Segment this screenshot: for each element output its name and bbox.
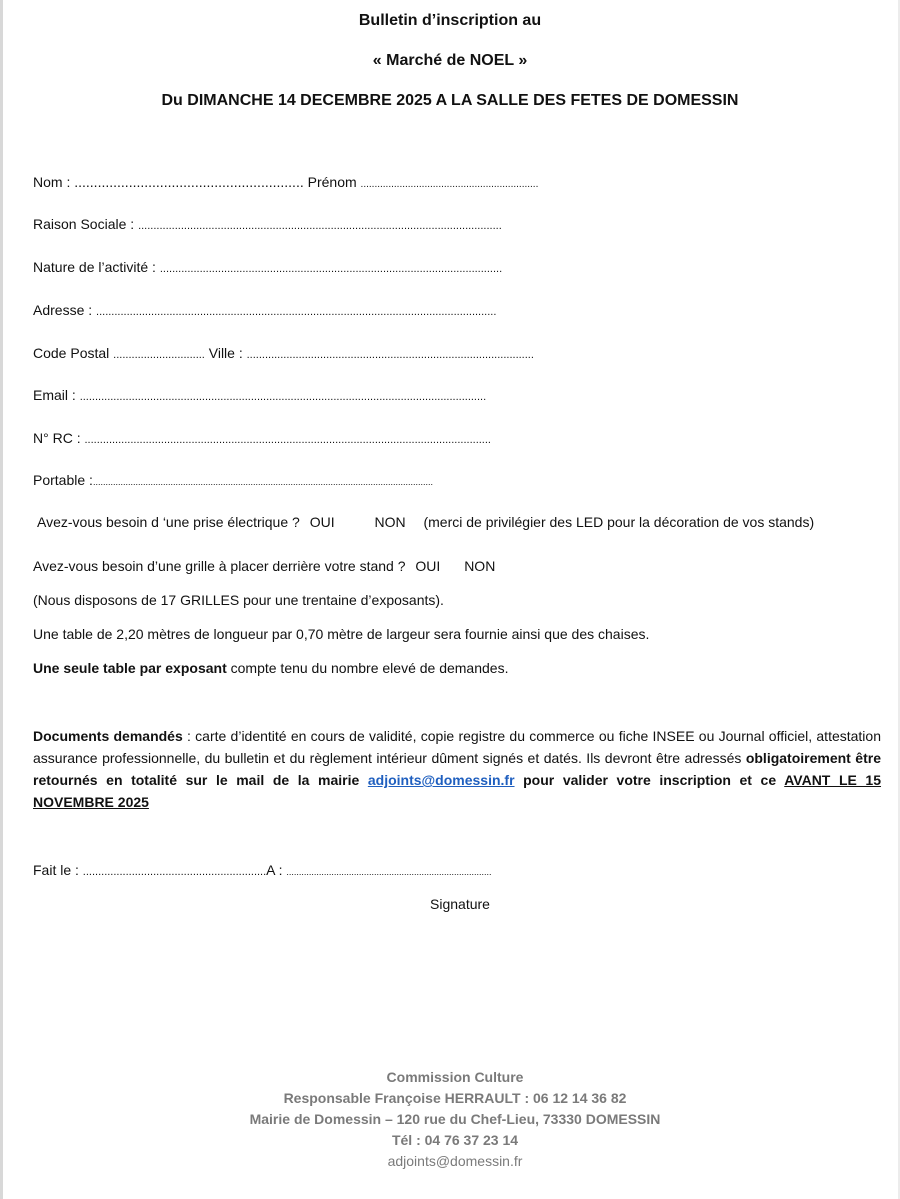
prise-non[interactable]: NON	[374, 514, 406, 530]
field-nature-activite[interactable]	[33, 259, 502, 275]
grilles-info: (Nous disposons de 17 GRILLES pour une trentaine d’exposants).	[33, 592, 444, 608]
documents-bold-1: obligatoirement être retournés en totalité sur le mail de la mairie	[33, 750, 881, 788]
nature-label: Nature de l’activité :	[33, 259, 156, 275]
field-numero-rc[interactable]	[33, 430, 491, 446]
email-label: Email :	[33, 387, 76, 403]
field-portable[interactable]	[33, 472, 433, 488]
prenom-dots: ................................................................	[360, 179, 539, 190]
footer-phone: Tél : 04 76 37 23 14	[391, 1132, 519, 1148]
ville-label: Ville :	[208, 345, 243, 361]
cp-dots: ..............................	[113, 349, 205, 361]
field-fait-le[interactable]	[33, 862, 491, 878]
footer-responsable: Responsable Françoise HERRAULT : 06 12 14 36 82	[283, 1090, 627, 1106]
rc-label: N° RC :	[33, 430, 81, 446]
grille-non[interactable]: NON	[464, 558, 496, 574]
deadline: AVANT LE 15 NOVEMBRE 2025	[33, 772, 882, 810]
adresse-dots: ...................................................................................................................................	[96, 306, 497, 318]
portable-dots: ........................................................................................................................................	[92, 477, 434, 487]
title-line-1: Bulletin d’inscription au	[358, 12, 542, 29]
footer-commission: Commission Culture	[386, 1069, 524, 1085]
prise-question: Avez-vous besoin d ‘une prise électrique ?	[37, 514, 300, 530]
raison-label: Raison Sociale :	[33, 216, 135, 232]
nature-dots: ................................................................................................................	[159, 263, 503, 275]
documents-label: Documents demandés	[33, 728, 183, 744]
a-label: A :	[266, 862, 283, 878]
footer-email: adjoints@domessin.fr	[387, 1153, 523, 1169]
fait-dots: ............................................................	[82, 866, 267, 878]
grille-oui[interactable]: OUI	[415, 558, 441, 574]
prenom-label: Prénom	[307, 174, 357, 190]
grille-question: Avez-vous besoin d’une grille à placer derrière votre stand ?	[33, 558, 406, 574]
prise-oui[interactable]: OUI	[309, 514, 335, 530]
seule-table-info	[33, 660, 508, 676]
field-email[interactable]	[33, 387, 486, 403]
table-info: Une table de 2,20 mètres de longueur par 0,70 mètre de largeur sera fournie ainsi que des chaises.	[33, 626, 650, 642]
documents-paragraph	[33, 725, 881, 813]
field-code-postal-ville[interactable]	[33, 345, 534, 361]
signature-label: Signature	[430, 896, 490, 912]
a-dots: ..................................................................................	[286, 867, 492, 877]
footer-address: Mairie de Domessin – 120 rue du Chef-Lieu, 73330 DOMESSIN	[249, 1111, 661, 1127]
seule-table-bold: Une seule table par exposant	[33, 660, 227, 676]
question-prise-electrique	[37, 514, 814, 530]
field-adresse[interactable]	[33, 302, 496, 318]
documents-text: : carte d’identité en cours de validité, copie registre du commerce ou fiche INSEE ou Journal officiel, attestation assurance professionnelle, du bulletin et du règlement intérieur dûment signés et datés. Ils devront être adressés	[33, 728, 881, 766]
mairie-email-link[interactable]: adjoints@domessin.fr	[367, 772, 515, 788]
field-raison-sociale[interactable]	[33, 216, 502, 232]
nom-dots: ...........................................................	[74, 174, 304, 190]
email-dots: .....................................................................................................................................	[79, 391, 487, 403]
adresse-label: Adresse :	[33, 302, 93, 318]
ville-dots: ..............................................................................................	[246, 349, 534, 361]
portable-label: Portable :	[33, 472, 93, 488]
seule-table-rest: compte tenu du nombre elevé de demandes.	[226, 660, 509, 676]
title-line-2: « Marché de NOEL »	[372, 52, 528, 69]
cp-label: Code Postal	[33, 345, 110, 361]
fait-label: Fait le :	[33, 862, 79, 878]
title-line-3: Du DIMANCHE 14 DECEMBRE 2025 A LA SALLE DES FETES DE DOMESSIN	[161, 92, 739, 109]
question-grille	[33, 558, 495, 574]
field-nom-prenom[interactable]	[33, 174, 538, 190]
raison-dots: .......................................................................................................................	[138, 220, 502, 232]
prise-note: (merci de privilégier des LED pour la décoration de vos stands)	[423, 514, 815, 530]
rc-dots: .....................................................................................................................................	[84, 434, 491, 446]
nom-label: Nom :	[33, 174, 71, 190]
documents-bold-2: pour valider votre inscription et ce	[514, 772, 785, 788]
page-left-border	[0, 0, 3, 1199]
